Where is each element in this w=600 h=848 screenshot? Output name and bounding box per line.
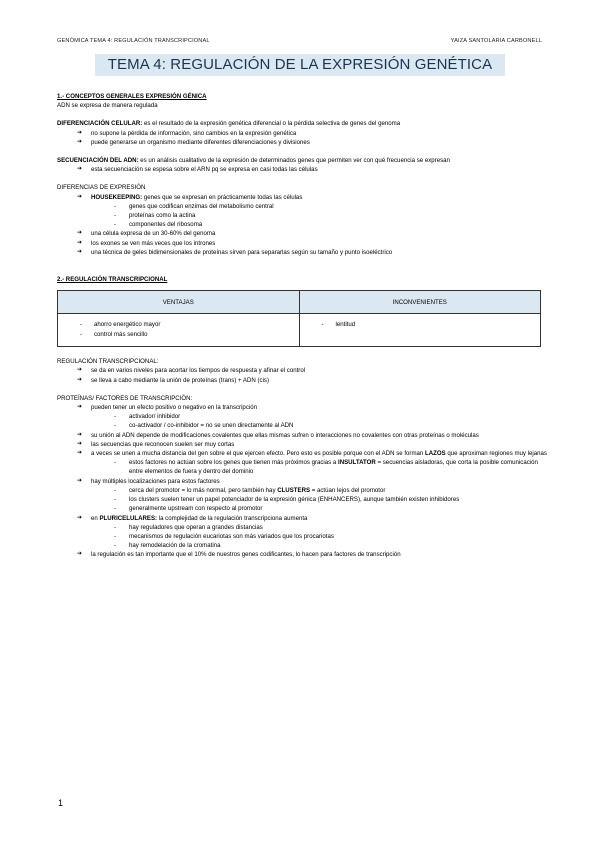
secuenciacion-text: es un análisis cualitativo de la expresión de determinados genes que permiten ver con qué frecuencia se expresan — [138, 157, 450, 165]
lazos-text-a: a veces se unen a mucha distancia del gen sobre el que ejercen efecto. Pero esto es posible porque con el ADN se forman — [91, 450, 426, 458]
sub-list-item: - hay remodelación de la cromatina — [57, 541, 547, 550]
list-item-lazos — [57, 449, 547, 458]
sub-list-item: - mecanismos de regulación eucariotas son más variados que los procariotas — [57, 532, 547, 541]
table-cell-inconvenientes — [299, 314, 541, 347]
diferenciacion-text: es el resultado de la expresión genética diferencial o la pérdida selectiva de genes del genoma — [142, 120, 401, 128]
document-body — [57, 92, 547, 560]
list-item: ➔ no supone la pérdida de información, sino cambios en la expresión genética — [57, 129, 547, 138]
list-item-housekeeping — [57, 193, 547, 202]
sub-list-item: - genes que codifican enzimas del metabolismo central — [57, 202, 547, 211]
table-list-item: - lentitud — [300, 320, 541, 330]
list-item: ➔ la regulación es tan importante que el 10% de nuestros genes codificantes, lo hacen para factores de transcripción — [57, 550, 547, 559]
section-1-heading: 1.- CONCEPTOS GENERALES EXPRESIÓN GÉNICA — [57, 93, 207, 100]
list-item: ➔ esta secuenciación se espesa sobre el ARN pq se expresa en casi todas las células — [57, 165, 547, 174]
section-1-intro: ADN se expresa de manera regulada — [57, 102, 158, 110]
secuenciacion-label: SECUENCIACIÓN DEL ADN: — [57, 157, 139, 165]
sub-list-item: - proteínas como la actina — [57, 211, 547, 220]
sub-list-item: - activador/ inhibidor — [57, 412, 547, 421]
comparison-table — [57, 290, 541, 347]
section-2-heading: 2.- REGULACIÓN TRANSCRIPCIONAL — [57, 276, 168, 284]
diferenciacion-label: DIFERENCIACIÓN CELULAR: — [57, 120, 143, 128]
regulacion-heading: REGULACIÓN TRANSCRIPCIONAL: — [57, 358, 159, 366]
page-title: TEMA 4: REGULACIÓN DE LA EXPRESIÓN GENÉTICA — [107, 56, 493, 73]
secuenciacion-paragraph — [57, 156, 547, 165]
list-item: ➔ se da en varios niveles para acortar los tiempos de respuesta y afinar el control — [57, 366, 547, 375]
diferenciacion-paragraph — [57, 119, 547, 128]
clusters-term: CLUSTERS — [277, 486, 311, 494]
list-item: ➔ las secuencias que reconocen suelen ser muy cortas — [57, 440, 547, 449]
clusters-text-a: cerca del promotor = lo más normal, pero también hay — [129, 486, 278, 494]
list-item: ➔ una célula expresa de un 30-60% del genoma — [57, 229, 547, 238]
clusters-text-c: = actúan lejos del promotor — [310, 486, 386, 494]
housekeeping-text: genes que se expresan en prácticamente todas las células — [142, 193, 303, 201]
list-item: ➔ puede generarse un organismo mediante diferentes diferenciaciones y divisiones — [57, 138, 547, 147]
sub-list-item-insulator — [57, 458, 547, 476]
sub-list-item: - componentes del ribosoma — [57, 220, 547, 229]
table-header-ventajas: VENTAJAS — [58, 291, 300, 314]
list-item: ➔ se lleva a cabo mediante la unión de proteínas (trans) + ADN (cis) — [57, 376, 547, 385]
sub-list-item: - co-activador / co-inhibidor = no se unen directamente al ADN — [57, 421, 547, 430]
sub-list-item: - generalmente upstream con respecto al promotor — [57, 504, 547, 513]
housekeeping-label: HOUSEKEEPING: — [91, 193, 143, 201]
header-left: GENÓMICA TEMA 4: REGULACIÓN TRANSCRIPCIONAL — [57, 38, 210, 44]
pluri-text-c: la complejidad de la regulación transcripciona aumenta — [157, 514, 308, 522]
page-number: 1 — [58, 798, 64, 808]
diferencias-heading: DIFERENCIAS DE EXPRESIÓN — [57, 184, 146, 192]
pluri-term: PLURICELULARES: — [99, 514, 158, 522]
list-item: ➔ hay múltiples localizaciones para estos factores — [57, 477, 547, 486]
proteinas-heading: PROTEÍNAS/ FACTORES DE TRANSCRIPCIÓN: — [57, 394, 193, 402]
list-item: ➔ su unión al ADN depende de modificaciones covalentes que ellas mismas sufren o interacciones no covalentes con otras proteínas o moléculas — [57, 431, 547, 440]
pluri-text-a: en — [91, 514, 100, 522]
list-item: ➔ los exones se ven más veces que los intrones — [57, 239, 547, 248]
insulator-text-a: estos factores no actúan sobre los genes que tienen más próximos gracias a — [129, 459, 338, 467]
sub-list-item: - hay reguladores que operan a grandes distancias — [57, 523, 547, 532]
lazos-text-c: que aproximan regiones muy lejanas — [445, 450, 547, 458]
insulator-term: INSULTATOR — [338, 459, 376, 467]
lazos-term: LAZOS — [425, 450, 446, 458]
list-item: ➔ una técnica de geles bidimensionales de proteínas sirven para separarlas según su tamaño y punto isoeléctrico — [57, 248, 547, 257]
header-right: YAIZA SANTOLARIA CARBONELL — [450, 38, 542, 44]
table-cell-ventajas — [58, 314, 300, 347]
list-item-pluricelulares — [57, 514, 547, 523]
table-list-item: - control más sencillo — [58, 330, 299, 340]
table-list-item: - ahorro energético mayor — [58, 320, 299, 330]
sub-list-item: - los clusters suelen tener un papel potenciador de la expresión génica (ENHANCERS), aunque también existen inhibidores — [57, 495, 547, 504]
table-header-inconvenientes: INCONVENIENTES — [299, 291, 541, 314]
sub-list-item-clusters — [57, 486, 547, 495]
title-banner — [95, 54, 505, 76]
list-item: ➔ pueden tener un efecto positivo o negativo en la transcripción — [57, 403, 547, 412]
insulator-text-c: = secuencias aisladoras, que corta la posible comunicación entre elementos de fuera y dentro del dominio — [129, 459, 538, 476]
